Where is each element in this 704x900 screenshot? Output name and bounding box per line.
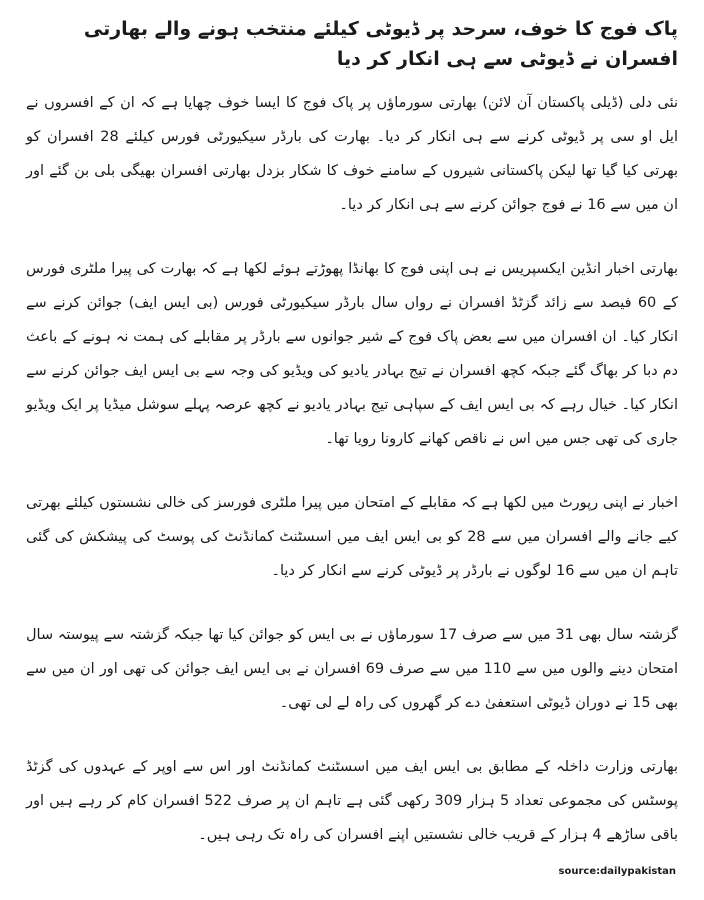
article-paragraph: بھارتی اخبار انڈین ایکسپریس نے ہی اپنی فوج کا بھانڈا پھوڑتے ہوئے لکھا ہے کہ بھارت کی پیرا ملٹری فورس کے 60 فیصد سے زائد گزٹڈ افسران نے رواں سال بارڈر سیکیورٹی فورس (بی ایس ایف) جوائن کرنے سے انکار کیا۔ ان افسران میں سے بعض پاک فوج کے شیر جوانوں سے بارڈر پر مقابلے کی ہمت نہ ہونے کے باعث دم دبا کر بھاگ گئے جبکہ کچھ افسران نے تیج بہادر یادیو کی ویڈیو کی وجہ سے بی ایس ایف جوائن کرنے سے انکار کیا۔ خیال رہے کہ بی ایس ایف کے سپاہی تیج بہادر یادیو نے کچھ عرصہ پہلے سوشل میڈیا پر ایک ویڈیو جاری کی تھی جس میں اس نے ناقص کھانے کارونا رویا تھا۔ [26, 261, 678, 447]
article-paragraph: نئی دلی (ڈیلی پاکستان آن لائن) بھارتی سورماؤں پر پاک فوج کا ایسا خوف چھایا ہے کہ ان کے افسروں نے ایل او سی پر ڈیوٹی کرنے سے ہی انکار کر دیا۔ بھارت کی بارڈر سیکیورٹی فورس کیلئے 28 افسران کو بھرتی کیا گیا تھا لیکن پاکستانی شیروں کے سامنے خوف کا شکار بزدل بھارتی افسران بھیگی بلی بن گئے اور ان میں سے 16 نے فوج جوائن کرنے سے ہی انکار کر دیا۔ [26, 95, 678, 213]
article-paragraph: گزشتہ سال بھی 31 میں سے صرف 17 سورماؤں نے بی ایس کو جوائن کیا تھا جبکہ گزشتہ سے پیوستہ سال امتحان دینے والوں میں سے 110 میں سے صرف 69 افسران نے بی ایس ایف جوائن کی تھی اور ان میں سے بھی 15 نے دوران ڈیوٹی استعفیٰ دے کر گھروں کی راہ لے لی تھی۔ [26, 627, 679, 711]
source-credit: source:dailypakistan [558, 866, 676, 877]
article-headline: پاک فوج کا خوف، سرحد پر ڈیوٹی کیلئے منتخب ہونے والے بھارتی افسران نے ڈیوٹی سے ہی انکار کر دیا [83, 18, 678, 70]
article-paragraph: اخبار نے اپنی رپورٹ میں لکھا ہے کہ مقابلے کے امتحان میں پیرا ملٹری فورسز کی خالی نشستوں کیلئے بھرتی کیے جانے والے افسران میں سے 28 کو بی ایس ایف میں اسسٹنٹ کمانڈنٹ کی پوسٹ کی پیشکش کی گئی تاہم ان میں سے 16 لوگوں نے بارڈر پر ڈیوٹی کرنے سے انکار کر دیا۔ [26, 495, 678, 579]
article-paragraph: بھارتی وزارت داخلہ کے مطابق بی ایس ایف میں اسسٹنٹ کمانڈنٹ اور اس سے اوپر کے عہدوں کی گزٹڈ پوسٹس کی مجموعی تعداد 5 ہزار 309 رکھی گئی ہے تاہم ان پر صرف 522 افسران کام کر رہے ہیں اور باقی ساڑھے 4 ہزار کے قریب خالی نشستیں اپنے افسران کی راہ تک رہی ہیں۔ [26, 759, 679, 843]
